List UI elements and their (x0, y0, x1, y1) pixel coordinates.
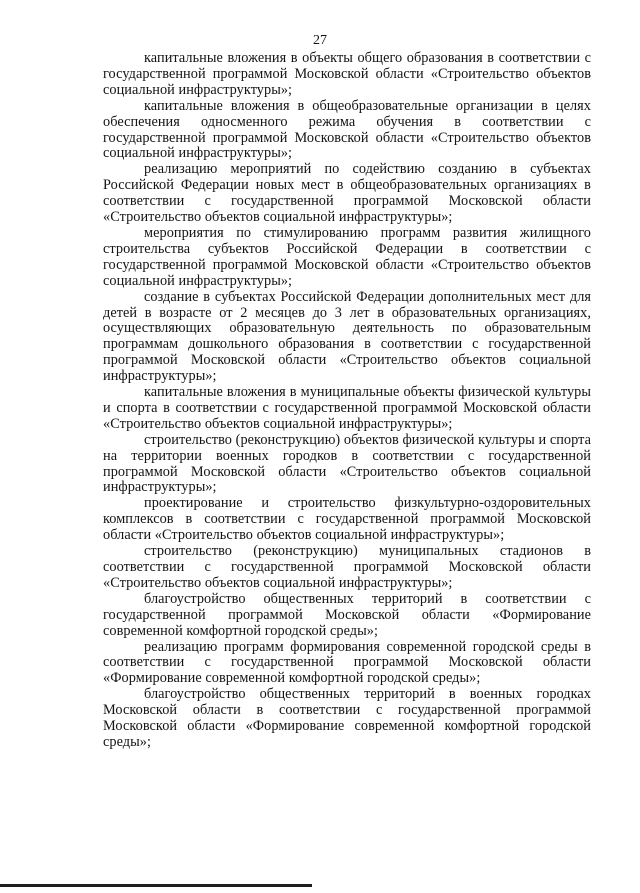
paragraph: строительство (реконструкцию) объектов физической культуры и спорта на территории военных городков в соответствии с государственной программой Московской области «Строительство объектов социальной инфраструктуры»; (103, 431, 591, 496)
paragraph: реализацию программ формирования современной городской среды в соответствии с государственной программой Московской области «Формирование современной комфортной городской среды»; (103, 638, 591, 687)
paragraph: проектирование и строительство физкультурно-оздоровительных комплексов в соответствии с государственной программой Московской области «Строительство объектов социальной инфраструктуры»; (103, 495, 591, 544)
paragraph: реализацию мероприятий по содействию созданию в субъектах Российской Федерации новых мест в общеобразовательных организациях в соответствии с государственной программой Московской области «Строительство объектов социальной инфраструктуры»; (103, 161, 591, 226)
page-bottom-rule (0, 884, 312, 887)
page-number: 27 (313, 33, 327, 48)
document-body (103, 51, 591, 751)
paragraph: капитальные вложения в муниципальные объекты физической культуры и спорта в соответствии с государственной программой Московской области «Строительство объектов социальной инфраструктуры»; (103, 384, 591, 432)
paragraph: благоустройство общественных территорий в соответствии с государственной программой Московской области «Формирование современной комфортной городской среды»; (103, 590, 591, 639)
paragraph: создание в субъектах Российской Федерации дополнительных мест для детей в возрасте от 2 месяцев до 3 лет в образовательных организациях, осуществляющих образовательную деятельность по образовательным программам дошкольного образования в соответствии с государственной программой Московской области «Строительство объектов социальной инфраструктуры»; (103, 288, 591, 385)
paragraph: капитальные вложения в общеобразовательные организации в целях обеспечения односменного режима обучения в соответствии с государственной программой Московской области «Строительство объектов социальной инфраструктуры»; (103, 97, 591, 162)
paragraph: благоустройство общественных территорий в военных городках Московской области в соответствии с государственной программой Московской области «Формирование современной комфортной городской среды»; (103, 686, 591, 750)
paragraph: строительство (реконструкцию) муниципальных стадионов в соответствии с государственной программой Московской области «Строительство объектов социальной инфраструктуры»; (103, 543, 591, 591)
paragraph: мероприятия по стимулированию программ развития жилищного строительства субъектов Российской Федерации в соответствии с государственной программой Московской области «Строительство объектов социальной инфраструктуры»; (103, 224, 591, 289)
paragraph: капитальные вложения в объекты общего образования в соответствии с государственной программой Московской области «Строительство объектов социальной инфраструктуры»; (103, 50, 591, 98)
